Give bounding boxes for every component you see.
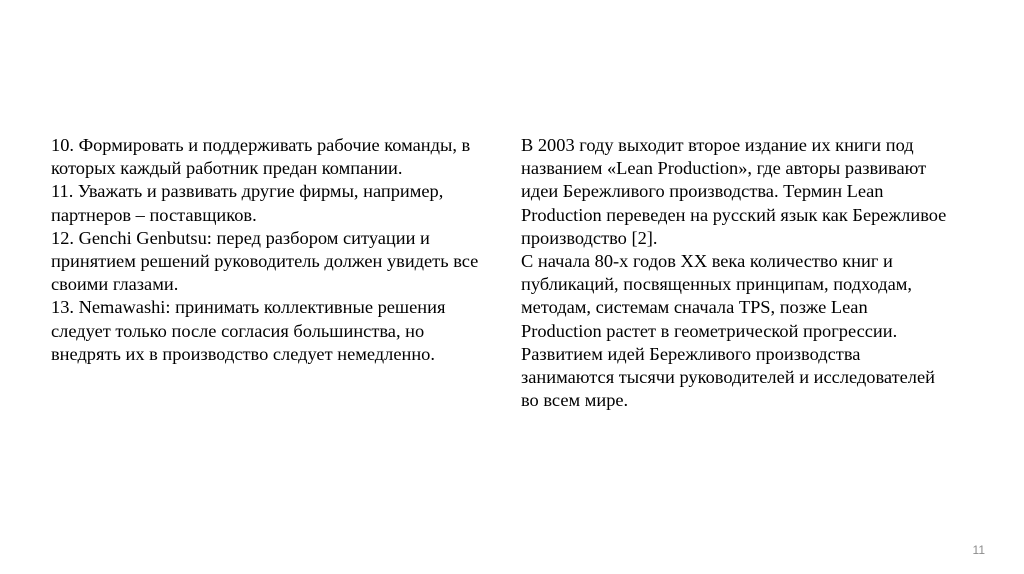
text-line: идеи Бережливого производства. Термин Lean — [521, 181, 884, 202]
text-line: 13. Nemawashi: принимать коллективные решения — [51, 297, 446, 318]
text-line: В 2003 году выходит второе издание их книги под — [521, 135, 914, 155]
text-line: методам, системам сначала TPS, позже Lean — [521, 297, 868, 318]
text-line: внедрять их в производство следует немедленно. — [51, 343, 435, 364]
text-line: партнеров – поставщиков. — [51, 204, 257, 225]
text-line: публикаций, посвященных принципам, подходам, — [521, 274, 912, 295]
text-line: следует только после согласия большинства, но — [51, 320, 425, 341]
text-line: принятием решений руководитель должен увидеть все — [51, 251, 479, 272]
text-line: занимаются тысячи руководителей и исследователей — [521, 367, 935, 388]
text-line: своими глазами. — [51, 274, 179, 295]
text-line: во всем мире. — [521, 390, 629, 411]
right-text-column — [521, 134, 991, 412]
text-line: 12. Genchi Genbutsu: перед разбором ситуации и — [51, 227, 430, 248]
text-line: С начала 80-х годов XX века количество книг и — [521, 251, 893, 272]
page-number: 11 — [972, 543, 985, 557]
text-line: Production растет в геометрической прогрессии. — [521, 320, 898, 341]
text-line: 10. Формировать и поддерживать рабочие команды, в — [51, 135, 471, 155]
text-line: 11. Уважать и развивать другие фирмы, например, — [51, 181, 444, 202]
text-line: названием «Lean Production», где авторы развивают — [521, 158, 927, 179]
left-text-column — [51, 134, 511, 366]
text-line: производство [2]. — [521, 227, 658, 248]
text-line: которых каждый работник предан компании. — [51, 158, 403, 179]
text-line: Production переведен на русский язык как Бережливое — [521, 204, 947, 225]
text-line: Развитием идей Бережливого производства — [521, 343, 861, 364]
